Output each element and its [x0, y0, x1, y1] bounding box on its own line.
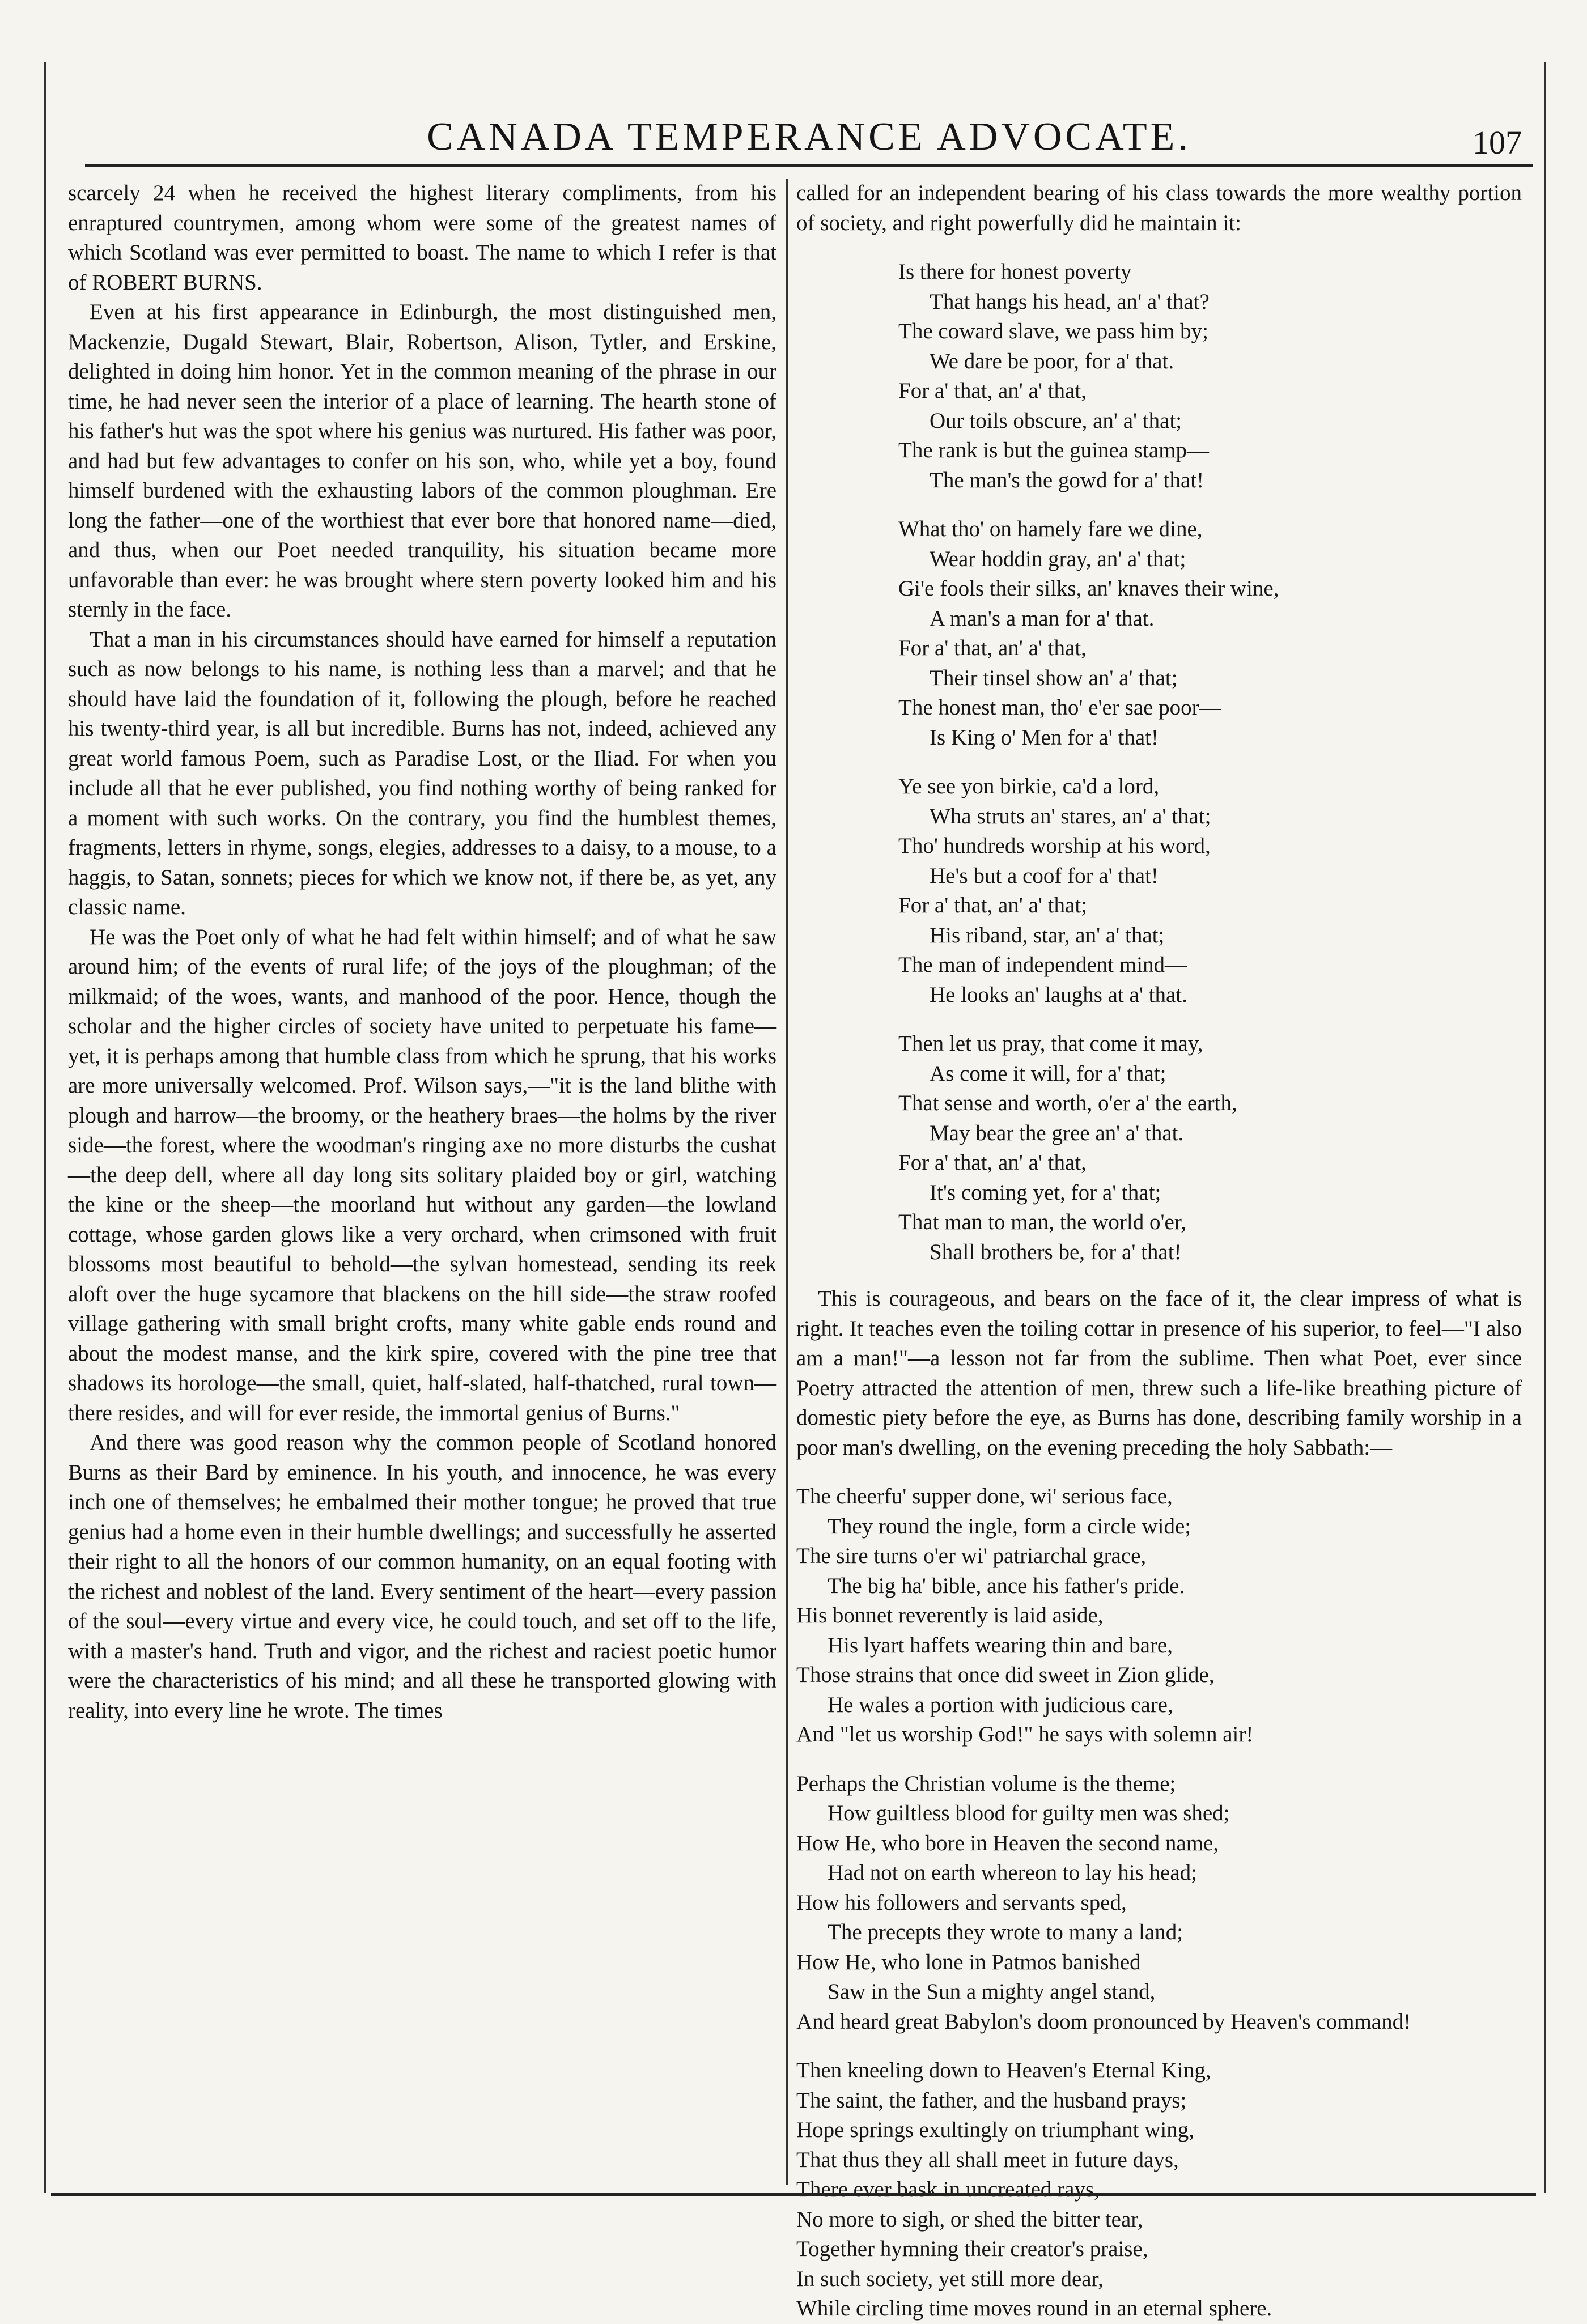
- poem-line: What tho' on hamely fare we dine,: [898, 517, 1203, 541]
- right-column: [796, 179, 1522, 2321]
- poem-line: He's but a coof for a' that!: [930, 863, 1159, 888]
- page-number: 107: [1473, 124, 1522, 161]
- poem-line: He wales a portion with judicious care,: [828, 1692, 1173, 1717]
- poem-line: We dare be poor, for a' that.: [930, 349, 1174, 373]
- poem-line: Is King o' Men for a' that!: [930, 725, 1159, 750]
- article-paragraph: That a man in his circumstances should have earned for himself a reputation such as now belongs to his name, is nothing less than a marvel; and that he should have laid the foundation of it, following the plough, before he reached his twenty-third year, is all but incredible. Burns has not, indeed, achieved any great world famous Poem, such as Paradise Lost, or the Iliad. For when you include all that he ever published, you find nothing worthy of being ranked for a moment with such works. On the contrary, you find the humblest themes, fragments, letters in rhyme, songs, elegies, addresses to a daisy, to a mouse, to a haggis, to Satan, sonnets; pieces for which we know not, if there be, as yet, any classic name.: [68, 627, 776, 919]
- poem-line: It's coming yet, for a' that;: [930, 1180, 1161, 1205]
- header-rule: [85, 164, 1533, 167]
- poem-line: The man of independent mind—: [898, 953, 1187, 977]
- footer-rule: [51, 2193, 1536, 2196]
- poem-line: The man's the gowd for a' that!: [930, 468, 1204, 492]
- poem-line: He looks an' laughs at a' that.: [930, 982, 1187, 1007]
- poem-line: The coward slave, we pass him by;: [898, 319, 1208, 343]
- column-divider: [786, 179, 788, 2185]
- poem-line: Saw in the Sun a mighty angel stand,: [828, 1979, 1156, 2004]
- article-paragraph: He was the Poet only of what he had felt within himself; and of what he saw around him; of the events of rural life; of the joys of the ploughman; of the milkmaid; of the woes, wants, and manhood of the poor. Hence, though the scholar and the higher circles of society have united to perpetuate his fame—yet, it is perhaps among that humble class from which he sprung, that his works are more universally welcomed. Prof. Wilson says,—"it is the land blithe with plough and harrow—the broomy, or the heathery braes—the holms by the river side—the forest, where the woodman's ringing axe no more disturbs the cushat—the deep dell, where all day long sits solitary plaided boy or girl, watching the kine or the sheep—the moorland hut without any garden—the lowland cottage, whose garden glows like a very orchard, when crimsoned with fruit blossoms most beautiful to behold—the sylvan homestead, sending its reek aloft over the huge sycamore that blackens on the hill side—the straw roofed village gathering with small bright crofts, many white gable ends round and about the modest manse, and the kirk spire, covered with the pine tree that shadows its horologe—the small, quiet, half-slated, half-thatched, rural town—there resides, and will for ever reside, the immortal genius of Burns.": [68, 924, 776, 1425]
- poem-line: How He, who bore in Heaven the second name,: [796, 1830, 1219, 1855]
- poem-line: Together hymning their creator's praise,: [796, 2237, 1148, 2261]
- left-column: [68, 179, 776, 2185]
- poem-line: That sense and worth, o'er a' the earth,: [898, 1091, 1237, 1115]
- poem-line: Perhaps the Christian volume is the theme;: [796, 1771, 1176, 1796]
- poem-line: Those strains that once did sweet in Zion glide,: [796, 1663, 1215, 1687]
- poem-line: The sire turns o'er wi' patriarchal grace,: [796, 1544, 1147, 1568]
- poem-line: How his followers and servants sped,: [796, 1890, 1127, 1915]
- poem-line: The big ha' bible, ance his father's pride.: [828, 1573, 1185, 1598]
- poem-stanza: [796, 2056, 1522, 2324]
- poem-line: As come it will, for a' that;: [930, 1061, 1166, 1086]
- article-paragraph: Even at his first appearance in Edinburgh, the most distinguished men, Mackenzie, Dugald Stewart, Blair, Robertson, Alison, Tytler, and Erskine, delighted in doing him honor. Yet in the common meaning of the phrase in our time, he had never seen the interior of a place of learning. The hearth stone of his father's hut was the spot where his genius was nurtured. His father was poor, and had but few advantages to confer on his son, who, while yet a boy, found himself burdened with the exhausting labors of the common ploughman. Ere long the father—one of the worthiest that ever bore that honored name—died, and thus, when our Poet needed tranquility, his situation became more unfavorable than ever: he was brought where stern poverty looked him and his sternly in the face.: [68, 300, 776, 622]
- poem-line: Ye see yon birkie, ca'd a lord,: [898, 774, 1160, 798]
- poem-line: His riband, star, an' a' that;: [930, 923, 1165, 948]
- poem-line: The saint, the father, and the husband prays;: [796, 2088, 1187, 2113]
- poem-line: Their tinsel show an' a' that;: [930, 665, 1178, 690]
- page-header: [85, 108, 1533, 164]
- poem-line: That hangs his head, an' a' that?: [930, 289, 1210, 314]
- article-paragraph: This is courageous, and bears on the face of it, the clear impress of what is right. It teaches even the toiling cottar in presence of his superior, to feel—"I also am a man!"—a lesson not far from the sublime. Then what Poet, ever since Poetry attracted the attention of men, threw such a life-like breathing picture of domestic piety before the eye, as Burns has done, describing family worship in a poor man's dwelling, on the evening preceding the holy Sabbath:—: [796, 1286, 1522, 1460]
- poem-line: Wear hoddin gray, an' a' that;: [930, 546, 1186, 571]
- poem-stanza: [796, 1769, 1522, 2037]
- poem-line: In such society, yet still more dear,: [796, 2266, 1104, 2291]
- poem-line: May bear the gree an' a' that.: [930, 1120, 1184, 1145]
- poem-line: The cheerfu' supper done, wi' serious face,: [796, 1484, 1173, 1509]
- poem-line: And "let us worship God!" he says with solemn air!: [796, 1722, 1254, 1747]
- poem-line: How He, who lone in Patmos banished: [796, 1949, 1141, 1974]
- poem-line: While circling time moves round in an eternal sphere.: [796, 2296, 1272, 2321]
- poem-line: A man's a man for a' that.: [930, 606, 1155, 631]
- poem-line: Hope springs exultingly on triumphant wing,: [796, 2118, 1194, 2142]
- poem-line: For a' that, an' a' that,: [898, 636, 1087, 660]
- article-paragraph: called for an independent bearing of his class towards the more wealthy portion of society, and right powerfully did he maintain it:: [796, 181, 1522, 235]
- poem-line: Had not on earth whereon to lay his head;: [828, 1860, 1197, 1885]
- poem-stanza: [898, 257, 1522, 495]
- poem-stanza: [898, 515, 1522, 753]
- poem-line: His lyart haffets wearing thin and bare,: [828, 1633, 1173, 1658]
- poem-line: They round the ingle, form a circle wide;: [828, 1514, 1191, 1539]
- poem-line: Is there for honest poverty: [898, 260, 1132, 284]
- poem-line: The honest man, tho' e'er sae poor—: [898, 695, 1221, 720]
- poem-line: No more to sigh, or shed the bitter tear,: [796, 2207, 1143, 2232]
- poem-line: For a' that, an' a' that,: [898, 379, 1087, 403]
- poem-stanza: [898, 1029, 1522, 1267]
- article-paragraph: scarcely 24 when he received the highest literary compliments, from his enraptured countrymen, among whom were some of the greatest names of which Scotland was ever permitted to boast. The name to which I refer is that of ROBERT BURNS.: [68, 181, 776, 295]
- masthead-title: CANADA TEMPERANCE ADVOCATE.: [427, 115, 1191, 159]
- poem-line: His bonnet reverently is laid aside,: [796, 1603, 1104, 1628]
- article-paragraph: And there was good reason why the common people of Scotland honored Burns as their Bard by eminence. In his youth, and innocence, he was every inch one of themselves; he embalmed their mother tongue; he proved that true genius had a home even in their humble dwellings; and successfully he asserted their right to all the honors of our common humanity, on an equal footing with the richest and noblest of the land. Every sentiment of the heart—every passion of the soul—every virtue and every vice, he could touch, and set off to the life, with a master's hand. Truth and vigor, and the richest and raciest poetic humor were the characteristics of his mind; and all these he transported glowing with reality, into every line he wrote. The times: [68, 1430, 776, 1723]
- poem-line: That man to man, the world o'er,: [898, 1210, 1186, 1234]
- poem-line: Gi'e fools their silks, an' knaves their wine,: [898, 576, 1279, 601]
- poem-line: For a' that, an' a' that;: [898, 893, 1087, 917]
- poem-line: Then kneeling down to Heaven's Eternal King,: [796, 2058, 1211, 2083]
- poem-line: Tho' hundreds worship at his word,: [898, 834, 1211, 858]
- poem-line: Wha struts an' stares, an' a' that;: [930, 804, 1211, 829]
- poem-stanza: [898, 772, 1522, 1010]
- poem-stanza: [796, 1482, 1522, 1750]
- poem-line: Our toils obscure, an' a' that;: [930, 408, 1182, 433]
- poem-line: The precepts they wrote to many a land;: [828, 1920, 1183, 1944]
- poem-line: Then let us pray, that come it may,: [898, 1031, 1203, 1056]
- poem-line: And heard great Babylon's doom pronounced by Heaven's command!: [796, 2009, 1411, 2034]
- poem-line: How guiltless blood for guilty men was shed;: [828, 1801, 1230, 1825]
- poem-line: There ever bask in uncreated rays,: [796, 2177, 1100, 2202]
- poem-line: For a' that, an' a' that,: [898, 1150, 1087, 1175]
- poem-line: The rank is but the guinea stamp—: [898, 438, 1210, 462]
- poem-line: That thus they all shall meet in future days,: [796, 2147, 1179, 2172]
- poem-line: Shall brothers be, for a' that!: [930, 1239, 1182, 1264]
